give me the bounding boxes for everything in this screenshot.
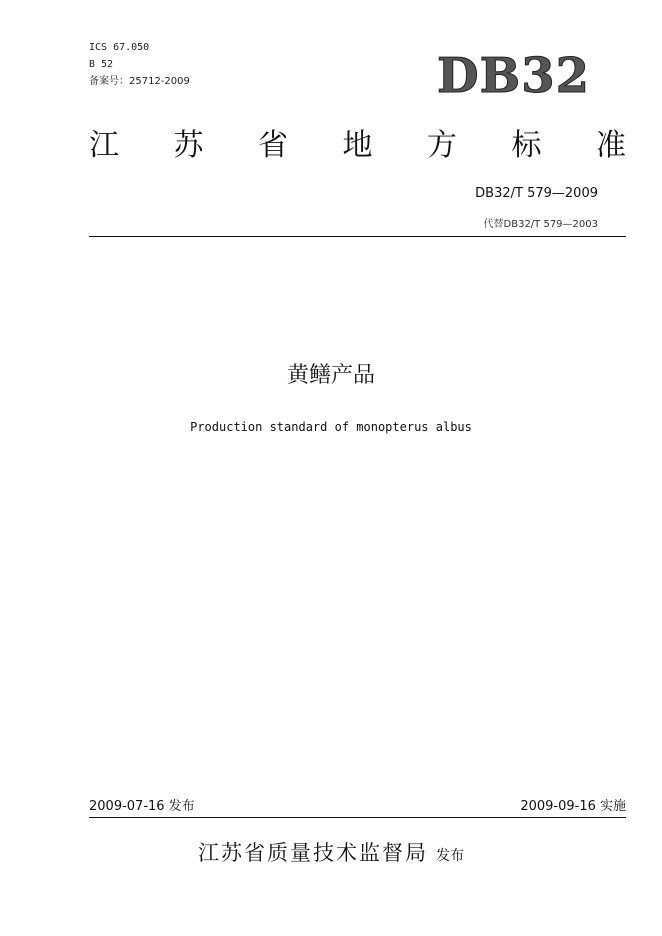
implement-date: 2009-09-16 实施 bbox=[520, 799, 626, 814]
issuer-line bbox=[0, 837, 662, 867]
issuer-suffix: 发布 bbox=[436, 848, 464, 864]
standard-number: DB32/T 579—2009 bbox=[475, 186, 598, 201]
standard-type-char: 江 bbox=[89, 128, 119, 163]
document-title-en: Production standard of monopterus albus bbox=[190, 420, 472, 434]
standard-type-heading bbox=[89, 126, 626, 166]
replaces-standard: 代替DB32/T 579—2003 bbox=[483, 219, 598, 230]
issuer-name: 江苏省质量技术监督局 bbox=[198, 841, 428, 865]
standard-type-char: 方 bbox=[427, 128, 457, 163]
standard-type-char: 省 bbox=[258, 128, 288, 163]
footer-divider bbox=[89, 817, 626, 818]
publish-date: 2009-07-16 发布 bbox=[89, 799, 195, 814]
standard-type-char: 准 bbox=[596, 128, 626, 163]
classification-code: B 52 bbox=[89, 59, 114, 70]
standard-type-char: 地 bbox=[342, 128, 373, 163]
db32-logo: DB32 bbox=[437, 48, 590, 104]
standard-type-char: 标 bbox=[511, 128, 542, 163]
record-number: 备案号：25712-2009 bbox=[89, 76, 190, 87]
standard-type-char: 苏 bbox=[173, 128, 204, 163]
document-title-cn: 黄鳝产品 bbox=[286, 363, 375, 388]
header-divider bbox=[89, 236, 626, 237]
ics-code: ICS 67.050 bbox=[89, 42, 150, 53]
